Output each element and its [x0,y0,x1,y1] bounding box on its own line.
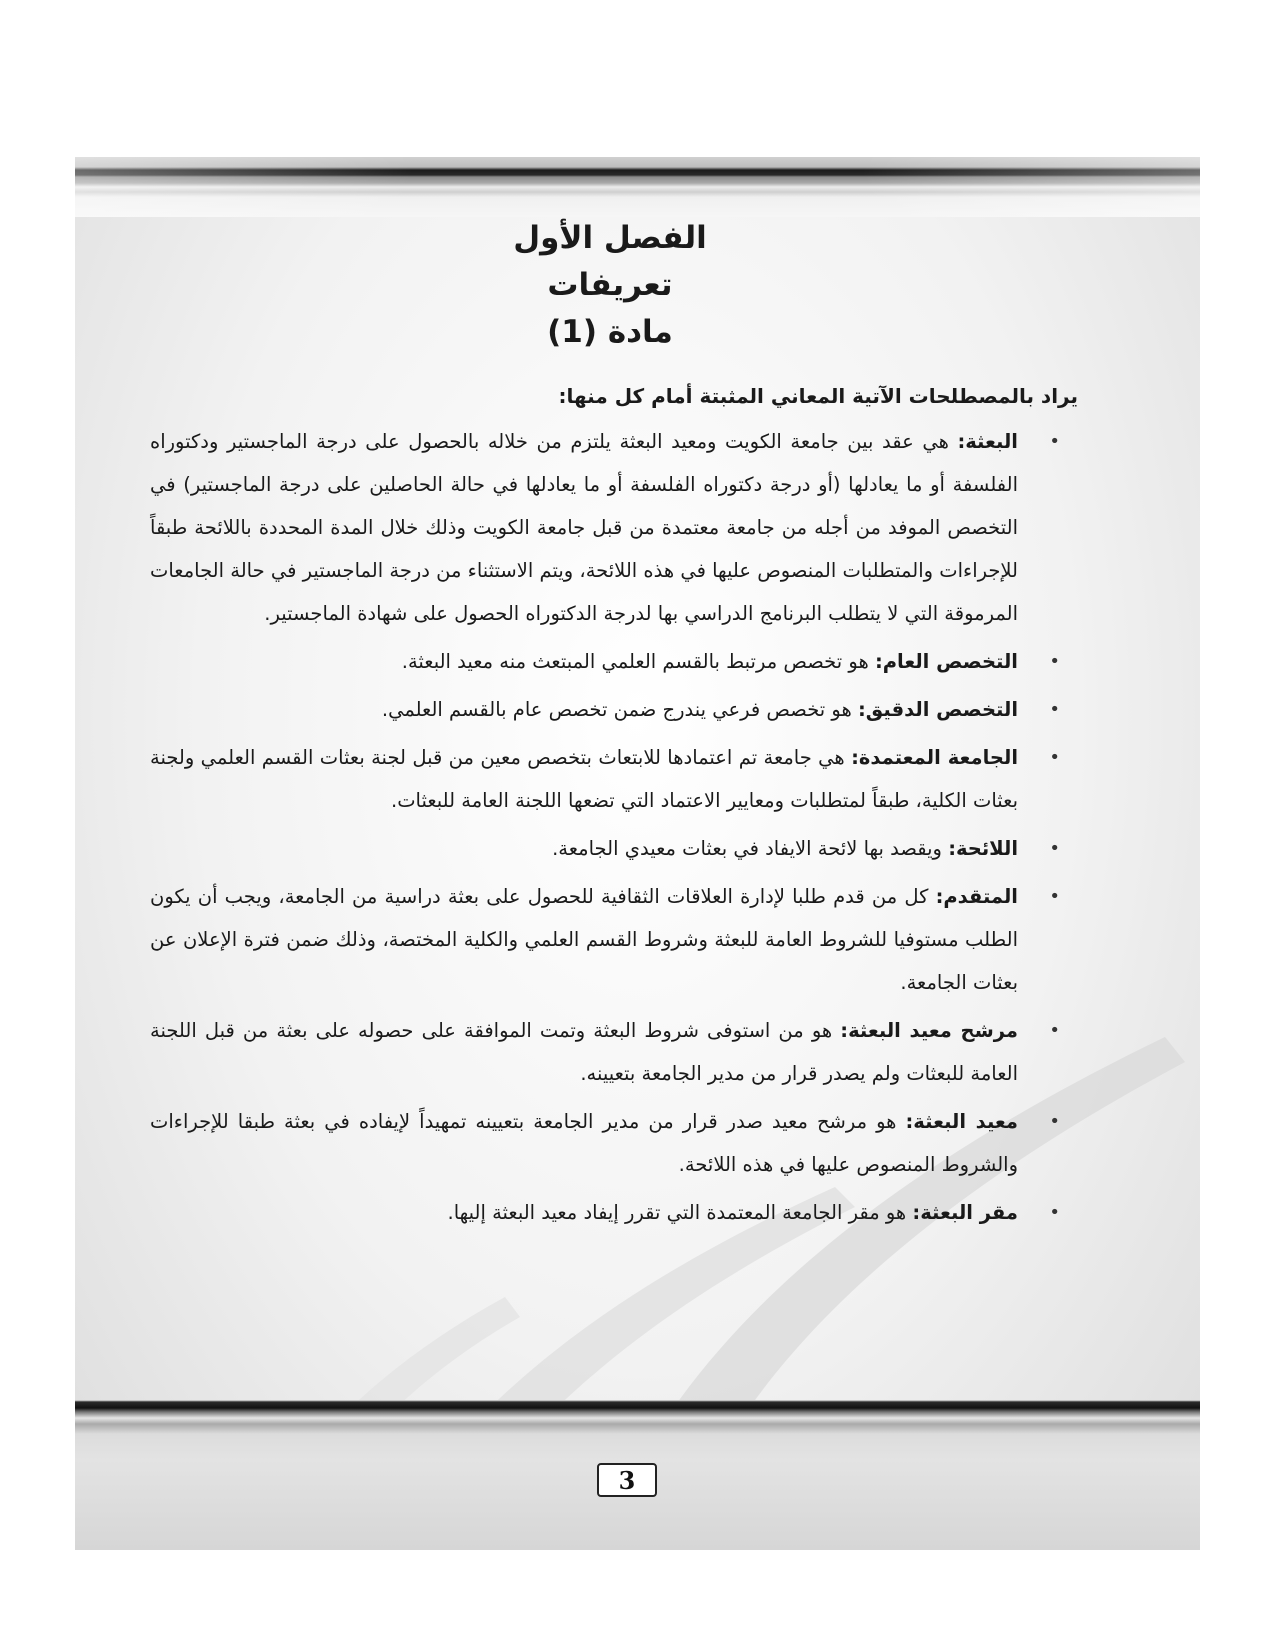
definition-text: هو مقر الجامعة المعتمدة التي تقرر إيفاد معيد البعثة إليها. [447,1201,913,1224]
bullet-icon: • [1049,1020,1060,1041]
definition-term: مقر البعثة: [912,1201,1018,1224]
intro-paragraph: يراد بالمصطلحات الآتية المعاني المثبتة أمام كل منها: [558,384,1078,408]
definition-text: هو من استوفى شروط البعثة وتمت الموافقة على حصوله على بعثة من قبل اللجنة العامة للبعثات ولم يصدر قرار من مدير الجامعة بتعيينه. [150,1019,1018,1085]
bullet-icon: • [1049,431,1060,452]
definition-text: كل من قدم طلبا لإدارة العلاقات الثقافية للحصول على بعثة دراسية من الجامعة، ويجب أن يكون الطلب مستوفيا للشروط العامة للبعثة وشروط القسم العلمي والكلية المختصة، وذلك ضمن فترة الإعلان عن بعثات الجامعة. [150,885,1018,994]
definition-item [150,1191,1070,1234]
definition-text: هي عقد بين جامعة الكويت ومعيد البعثة يلتزم من خلاله بالحصول على درجة الماجستير ودكتوراه الفلسفة أو ما يعادلها (أو درجة دكتوراه الفلسفة أو ما يعادلها في حالة الحاصلين على درجة الماجستير) في التخصص الموفد من أجله من جامعة معتمدة من قبل جامعة الكويت وذلك خلال المدة المحددة باللائحة طبقاً للإجراءات والمتطلبات المنصوص عليها في هذه اللائحة، ويتم الاستثناء من درجة الماجستير في حالة الجامعات المرموقة التي لا يتطلب البرنامج الدراسي بها لدرجة الدكتوراه الحصول على شهادة الماجستير. [150,430,1018,625]
bullet-icon: • [1049,747,1060,768]
definition-text: هو مرشح معيد صدر قرار من مدير الجامعة بتعيينه تمهيداً لإيفاده في بعثة طبقا للإجراءات والشروط المنصوص عليها في هذه اللائحة. [150,1110,1018,1176]
definition-item [150,640,1070,683]
definition-term: المتقدم: [935,885,1018,908]
definition-item [150,1100,1070,1186]
bullet-icon: • [1049,886,1060,907]
definition-term: التخصص العام: [874,650,1018,673]
document-body [150,215,1078,1239]
definition-term: التخصص الدقيق: [858,698,1018,721]
definition-term: معيد البعثة: [905,1110,1018,1133]
definition-text: هي جامعة تم اعتمادها للابتعاث بتخصص معين من قبل لجنة بعثات القسم العلمي ولجنة بعثات الكلية، طبقاً لمتطلبات ومعايير الاعتماد التي تضعها اللجنة العامة للبعثات. [150,746,1018,812]
bullet-icon: • [1049,651,1060,672]
bullet-icon: • [1049,1202,1060,1223]
bullet-icon: • [1049,838,1060,859]
definition-term: اللائحة: [948,837,1018,860]
definition-text: هو تخصص فرعي يندرج ضمن تخصص عام بالقسم العلمي. [381,698,858,721]
definition-item [150,827,1070,870]
definition-item [150,736,1070,822]
definition-term: مرشح معيد البعثة: [840,1019,1018,1042]
bullet-icon: • [1049,1111,1060,1132]
top-decorative-band [75,157,1200,217]
definition-item [150,688,1070,731]
bullet-icon: • [1049,699,1060,720]
definition-text: ويقصد بها لائحة الايفاد في بعثات معيدي الجامعة. [552,837,949,860]
article-title: مادة (1) [547,314,673,350]
section-title: تعريفات [547,267,673,303]
chapter-title: الفصل الأول [513,220,707,256]
definitions-list [150,420,1070,1234]
definition-item [150,875,1070,1004]
definition-item [150,420,1070,635]
definition-text: هو تخصص مرتبط بالقسم العلمي المبتعث منه معيد البعثة. [401,650,875,673]
definition-term: البعثة: [957,430,1018,453]
page-number: 3 [597,1463,657,1497]
definition-term: الجامعة المعتمدة: [851,746,1018,769]
definition-item [150,1009,1070,1095]
